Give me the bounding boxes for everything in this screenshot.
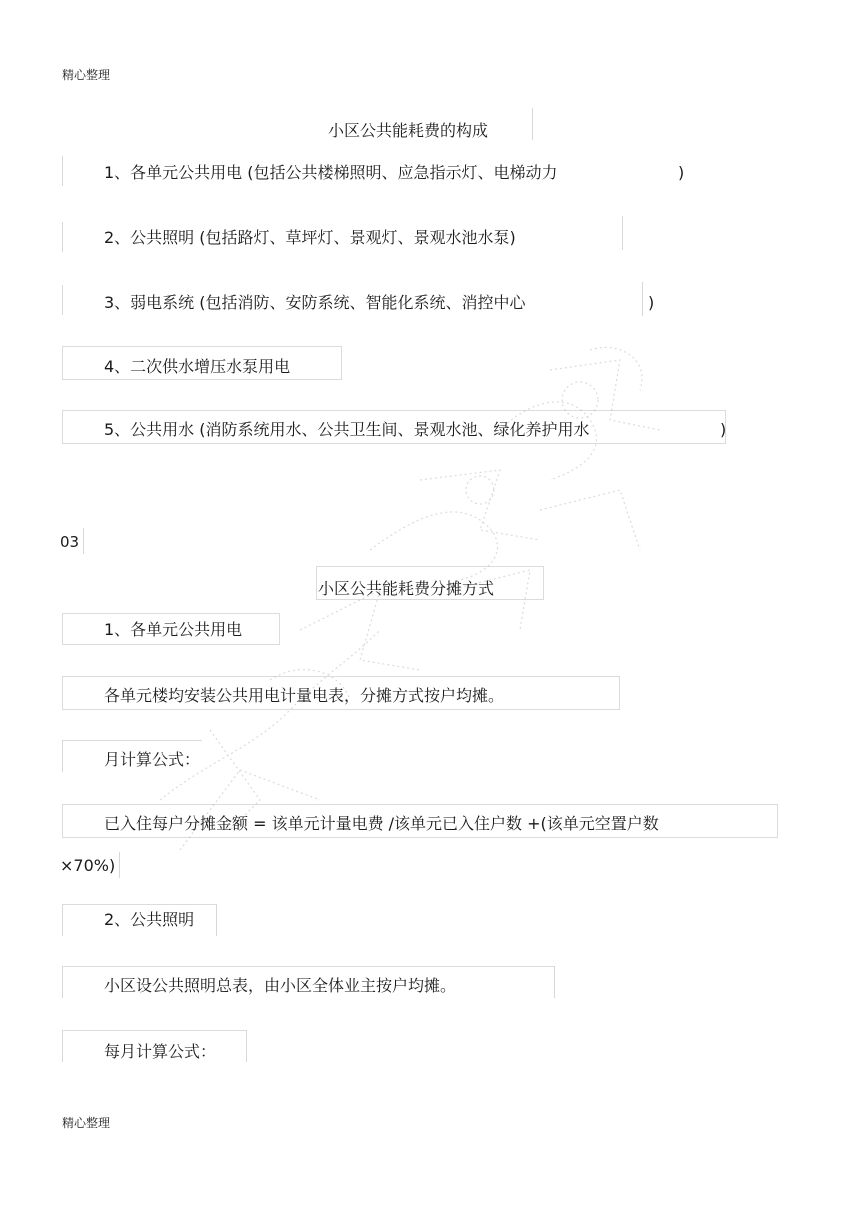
composition-item-5: 5、公共用水 (消防系统用水、公共卫生间、景观水池、绿化养护用水 xyxy=(104,420,590,439)
table-border xyxy=(532,108,533,140)
composition-item-5-close: ) xyxy=(720,420,727,439)
table-border xyxy=(62,1030,246,1031)
section-title-composition: 小区公共能耗费的构成 xyxy=(328,121,489,140)
composition-item-2: 2、公共照明 (包括路灯、草坪灯、景观灯、景观水池水泵) xyxy=(104,228,516,247)
subsection-2-description: 小区设公共照明总表，由小区全体业主按户均摊。 xyxy=(104,976,457,995)
table-border xyxy=(62,1030,63,1062)
table-border xyxy=(642,282,643,316)
watermark-graphic xyxy=(120,330,700,850)
subsection-1-formula: 已入住每户分摊金额 = 该单元计量电费 /该单元已入住户数 +(该单元空置户数 xyxy=(104,814,659,833)
table-border xyxy=(62,222,63,252)
table-border xyxy=(62,740,63,772)
table-border xyxy=(83,528,84,554)
subsection-2-formula-label: 每月计算公式： xyxy=(104,1042,217,1061)
table-border xyxy=(62,904,216,905)
table-border xyxy=(62,904,63,936)
table-border xyxy=(62,285,63,315)
table-border xyxy=(119,852,120,878)
subsection-1-formula-continued: ×70%) xyxy=(60,856,116,875)
composition-item-4: 4、二次供水增压水泵用电 xyxy=(104,357,291,376)
composition-item-1-close: ) xyxy=(678,163,685,182)
table-border xyxy=(246,1030,247,1062)
table-border xyxy=(62,156,63,186)
composition-item-3-close: ) xyxy=(648,293,655,312)
subsection-1-title: 1、各单元公共用电 xyxy=(104,620,243,639)
table-border xyxy=(554,966,555,998)
section-title-allocation: 小区公共能耗费分摊方式 xyxy=(318,579,495,598)
table-border xyxy=(216,904,217,936)
subsection-1-formula-label: 月计算公式： xyxy=(104,750,201,769)
table-border xyxy=(62,966,63,998)
composition-item-3: 3、弱电系统 (包括消防、安防系统、智能化系统、消控中心 xyxy=(104,293,526,312)
page-number: 03 xyxy=(60,533,80,551)
composition-item-1: 1、各单元公共用电 (包括公共楼梯照明、应急指示灯、电梯动力 xyxy=(104,163,558,182)
page-header: 精心整理 xyxy=(62,68,111,82)
subsection-1-description: 各单元楼均安装公共用电计量电表，分摊方式按户均摊。 xyxy=(104,686,505,705)
subsection-2-title: 2、公共照明 xyxy=(104,910,195,929)
table-border xyxy=(622,216,623,250)
table-border xyxy=(62,966,554,967)
page-footer: 精心整理 xyxy=(62,1116,111,1130)
